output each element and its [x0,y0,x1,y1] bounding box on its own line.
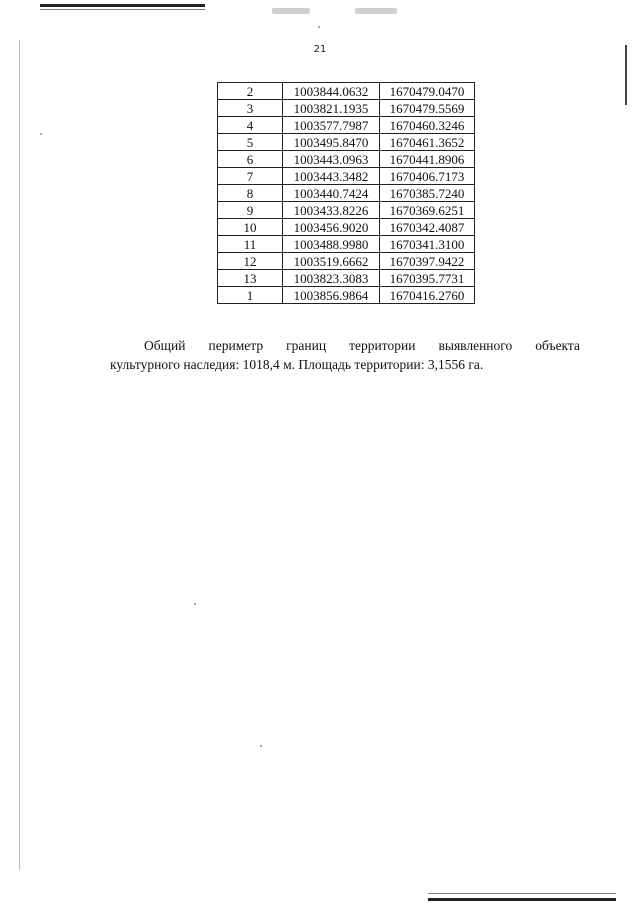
page-number: 21 [313,44,327,55]
point-cell: 5 [218,134,283,151]
point-cell: 9 [218,202,283,219]
y-coordinate-cell: 1670395.7731 [380,270,475,287]
table-row [218,202,475,219]
x-coordinate-cell: 1003577.7987 [283,117,380,134]
x-coordinate-cell: 1003821.1935 [283,100,380,117]
scan-dust [260,745,262,747]
table-row [218,270,475,287]
scan-bottom-thin-line [428,893,616,894]
y-coordinate-cell: 1670416.2760 [380,287,475,304]
x-coordinate-cell: 1003823.3083 [283,270,380,287]
y-coordinate-cell: 1670397.9422 [380,253,475,270]
summary-paragraph [110,336,580,374]
table-row [218,83,475,100]
stamp-mark [272,8,310,14]
point-cell: 7 [218,168,283,185]
point-cell: 4 [218,117,283,134]
y-coordinate-cell: 1670406.7173 [380,168,475,185]
x-coordinate-cell: 1003443.3482 [283,168,380,185]
y-coordinate-cell: 1670460.3246 [380,117,475,134]
stamp-mark [355,8,397,14]
summary-line-1: Общий периметр границ территории выявленного объекта [144,338,580,353]
x-coordinate-cell: 1003443.0963 [283,151,380,168]
y-coordinate-cell: 1670441.8906 [380,151,475,168]
table-row [218,117,475,134]
x-coordinate-cell: 1003495.8470 [283,134,380,151]
x-coordinate-cell: 1003488.9980 [283,236,380,253]
point-cell: 12 [218,253,283,270]
scan-bottom-bar [428,898,616,901]
table-row [218,253,475,270]
coordinates-table [217,82,475,304]
table-row [218,168,475,185]
x-coordinate-cell: 1003433.8226 [283,202,380,219]
y-coordinate-cell: 1670369.6251 [380,202,475,219]
x-coordinate-cell: 1003440.7424 [283,185,380,202]
y-coordinate-cell: 1670461.3652 [380,134,475,151]
scan-dust [40,133,42,135]
y-coordinate-cell: 1670385.7240 [380,185,475,202]
x-coordinate-cell: 1003856.9864 [283,287,380,304]
table-row [218,134,475,151]
y-coordinate-cell: 1670341.3100 [380,236,475,253]
point-cell: 1 [218,287,283,304]
point-cell: 6 [218,151,283,168]
scan-dust [318,26,320,28]
x-coordinate-cell: 1003844.0632 [283,83,380,100]
point-cell: 13 [218,270,283,287]
y-coordinate-cell: 1670342.4087 [380,219,475,236]
table-row [218,287,475,304]
point-cell: 10 [218,219,283,236]
scan-dust [194,603,196,605]
coordinates-table-body [218,83,475,304]
summary-line-2: культурного наследия: 1018,4 м. Площадь территории: 3,1556 га. [110,357,484,372]
table-row [218,236,475,253]
point-cell: 11 [218,236,283,253]
table-row [218,151,475,168]
point-cell: 3 [218,100,283,117]
table-row [218,100,475,117]
point-cell: 8 [218,185,283,202]
scan-top-thin-line [40,9,205,10]
table-row [218,219,475,236]
y-coordinate-cell: 1670479.0470 [380,83,475,100]
point-cell: 2 [218,83,283,100]
x-coordinate-cell: 1003519.6662 [283,253,380,270]
table-row [218,185,475,202]
scan-top-bar [40,4,205,7]
scan-left-edge [19,40,20,870]
x-coordinate-cell: 1003456.9020 [283,219,380,236]
y-coordinate-cell: 1670479.5569 [380,100,475,117]
